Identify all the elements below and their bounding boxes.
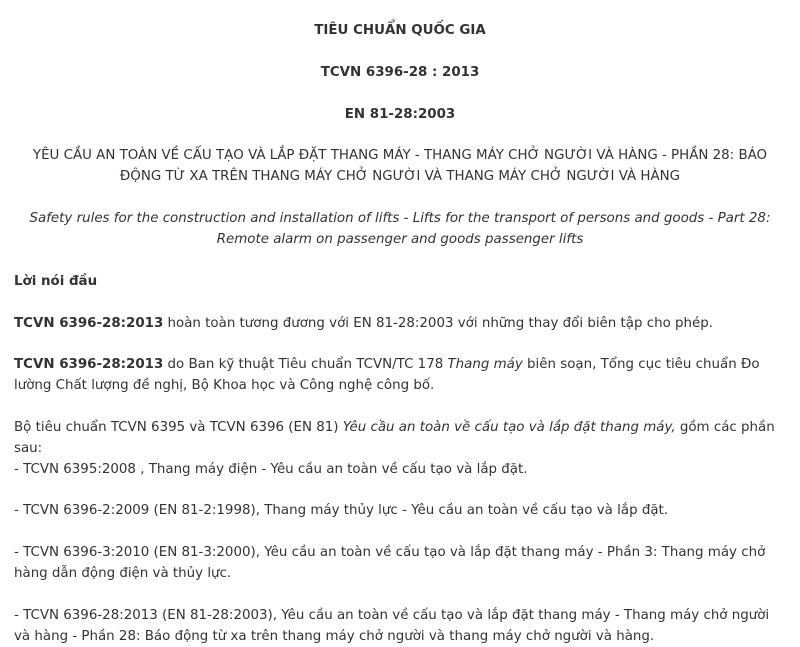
foreword-paragraph-3 bbox=[14, 417, 786, 459]
paragraph-text: do Ban kỹ thuật Tiêu chuẩn TCVN/TC 178 bbox=[163, 357, 448, 372]
list-item: - TCVN 6396-28:2013 (EN 81-28:2003), Yêu cầu an toàn về cấu tạo và lắp đặt thang máy - Thang máy chở người và hàng - Phần 28: Báo động từ xa trên thang máy chở người và thang máy chở người và hàng. bbox=[14, 608, 770, 644]
standard-code-bold: TCVN 6396-28:2013 bbox=[14, 357, 164, 372]
foreword-paragraph-2 bbox=[14, 354, 786, 396]
foreword-heading: Lời nói đầu bbox=[14, 274, 98, 289]
italic-series-title: Yêu cầu an toàn về cấu tạo và lắp đặt thang máy, bbox=[342, 420, 676, 435]
paragraph-text: biên soạn, Tổng cục tiêu chuẩn Đo lường Chất lượng đề nghị, Bộ Khoa học và Công nghệ công bố. bbox=[14, 357, 760, 393]
standard-code-heading: TCVN 6396-28 : 2013 bbox=[320, 65, 480, 80]
list-item: - TCVN 6396-2:2009 (EN 81-2:1998), Thang máy thủy lực - Yêu cầu an toàn về cấu tạo và lắp đặt. bbox=[14, 503, 669, 518]
list-item: - TCVN 6395:2008 , Thang máy điện - Yêu cầu an toàn về cấu tạo và lắp đặt. bbox=[14, 462, 528, 477]
english-title: Safety rules for the construction and installation of lifts - Lifts for the transport of persons and goods - Part 28: Remote alarm on passenger and goods passenger lifts bbox=[29, 211, 771, 247]
en-code-heading: EN 81-28:2003 bbox=[344, 107, 456, 122]
vietnamese-title: YÊU CẦU AN TOÀN VỀ CẤU TẠO VÀ LẮP ĐẶT THANG MÁY - THANG MÁY CHỞ NGƯỜI VÀ HÀNG - PHẦN 28: BÁO ĐỘNG TỪ XA TRÊN THANG MÁY CHỞ NGƯỜI VÀ THANG MÁY CHỞ NGƯỜI VÀ HÀNG bbox=[32, 148, 768, 184]
italic-term: Thang máy bbox=[447, 357, 523, 372]
paragraph-text: hoàn toàn tương đương với EN 81-28:2003 với những thay đổi biên tập cho phép. bbox=[163, 316, 714, 331]
standard-code-bold: TCVN 6396-28:2013 bbox=[14, 316, 164, 331]
foreword-paragraph-1 bbox=[14, 313, 786, 334]
paragraph-text: gồm các phần sau: bbox=[14, 420, 775, 456]
list-item: - TCVN 6396-3:2010 (EN 81-3:2000), Yêu cầu an toàn về cấu tạo và lắp đặt thang máy - Phần 3: Thang máy chở hàng dẫn động điện và thủy lực. bbox=[14, 545, 766, 581]
paragraph-text: Bộ tiêu chuẩn TCVN 6395 và TCVN 6396 (EN 81) bbox=[14, 420, 343, 435]
national-standard-heading: TIÊU CHUẨN QUỐC GIA bbox=[314, 23, 486, 38]
